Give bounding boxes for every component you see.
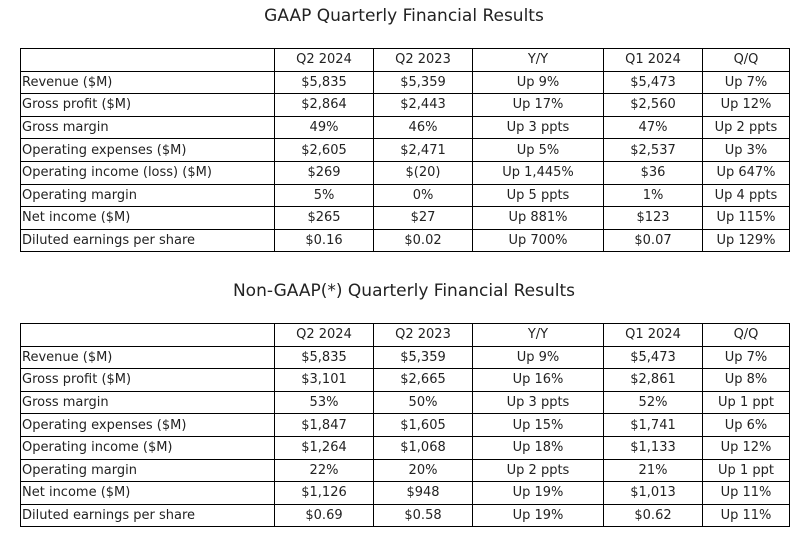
value-cell: $0.02 bbox=[374, 229, 473, 252]
column-header: Q2 2024 bbox=[275, 324, 374, 347]
row-label: Gross margin bbox=[21, 391, 275, 414]
value-cell: Up 16% bbox=[473, 369, 604, 392]
value-cell: Up 647% bbox=[703, 161, 790, 184]
value-cell: Up 18% bbox=[473, 436, 604, 459]
table-row bbox=[21, 116, 790, 139]
column-header: Q/Q bbox=[703, 49, 790, 72]
row-label: Gross profit ($M) bbox=[21, 94, 275, 117]
row-label: Diluted earnings per share bbox=[21, 504, 275, 527]
nongaap-results-table bbox=[20, 323, 790, 527]
table-row bbox=[21, 184, 790, 207]
value-cell: Up 8% bbox=[703, 369, 790, 392]
row-label: Operating income ($M) bbox=[21, 436, 275, 459]
value-cell: Up 1 ppt bbox=[703, 459, 790, 482]
value-cell: 22% bbox=[275, 459, 374, 482]
table-row bbox=[21, 391, 790, 414]
value-cell: $1,605 bbox=[374, 414, 473, 437]
value-cell: $1,133 bbox=[604, 436, 703, 459]
value-cell: $5,473 bbox=[604, 346, 703, 369]
value-cell: Up 129% bbox=[703, 229, 790, 252]
table-row bbox=[21, 229, 790, 252]
row-label: Operating margin bbox=[21, 459, 275, 482]
value-cell: $0.69 bbox=[275, 504, 374, 527]
value-cell: Up 1,445% bbox=[473, 161, 604, 184]
table-row bbox=[21, 161, 790, 184]
value-cell: 49% bbox=[275, 116, 374, 139]
row-label: Diluted earnings per share bbox=[21, 229, 275, 252]
table-row bbox=[21, 71, 790, 94]
value-cell: Up 1 ppt bbox=[703, 391, 790, 414]
value-cell: Up 17% bbox=[473, 94, 604, 117]
nongaap-table-title: Non-GAAP(*) Quarterly Financial Results bbox=[232, 281, 576, 301]
value-cell: Up 3 ppts bbox=[473, 116, 604, 139]
header-row bbox=[21, 324, 790, 347]
header-row bbox=[21, 49, 790, 72]
value-cell: $36 bbox=[604, 161, 703, 184]
column-header: Y/Y bbox=[473, 49, 604, 72]
value-cell: 0% bbox=[374, 184, 473, 207]
value-cell: $1,068 bbox=[374, 436, 473, 459]
value-cell: Up 881% bbox=[473, 207, 604, 230]
value-cell: $5,359 bbox=[374, 346, 473, 369]
column-header: Q2 2024 bbox=[275, 49, 374, 72]
gaap-table-title: GAAP Quarterly Financial Results bbox=[264, 6, 544, 26]
value-cell: Up 6% bbox=[703, 414, 790, 437]
value-cell: $1,741 bbox=[604, 414, 703, 437]
row-label: Operating expenses ($M) bbox=[21, 139, 275, 162]
column-header: Y/Y bbox=[473, 324, 604, 347]
value-cell: 46% bbox=[374, 116, 473, 139]
value-cell: $0.16 bbox=[275, 229, 374, 252]
table-row bbox=[21, 369, 790, 392]
value-cell: $5,473 bbox=[604, 71, 703, 94]
table-row bbox=[21, 482, 790, 505]
value-cell: $1,013 bbox=[604, 482, 703, 505]
value-cell: Up 19% bbox=[473, 482, 604, 505]
row-label: Operating margin bbox=[21, 184, 275, 207]
value-cell: Up 19% bbox=[473, 504, 604, 527]
value-cell: $27 bbox=[374, 207, 473, 230]
value-cell: Up 12% bbox=[703, 94, 790, 117]
row-label: Net income ($M) bbox=[21, 207, 275, 230]
value-cell: 53% bbox=[275, 391, 374, 414]
column-header: Q1 2024 bbox=[604, 324, 703, 347]
value-cell: Up 11% bbox=[703, 482, 790, 505]
value-cell: $0.62 bbox=[604, 504, 703, 527]
value-cell: $3,101 bbox=[275, 369, 374, 392]
value-cell: $948 bbox=[374, 482, 473, 505]
value-cell: $2,665 bbox=[374, 369, 473, 392]
value-cell: Up 4 ppts bbox=[703, 184, 790, 207]
value-cell: $2,861 bbox=[604, 369, 703, 392]
value-cell: Up 7% bbox=[703, 71, 790, 94]
value-cell: Up 12% bbox=[703, 436, 790, 459]
value-cell: Up 2 ppts bbox=[473, 459, 604, 482]
value-cell: $265 bbox=[275, 207, 374, 230]
gaap-results-table bbox=[20, 48, 790, 252]
value-cell: $2,537 bbox=[604, 139, 703, 162]
value-cell: Up 3% bbox=[703, 139, 790, 162]
row-label: Revenue ($M) bbox=[21, 71, 275, 94]
table-row bbox=[21, 436, 790, 459]
value-cell: $(20) bbox=[374, 161, 473, 184]
value-cell: $2,605 bbox=[275, 139, 374, 162]
value-cell: $1,126 bbox=[275, 482, 374, 505]
header-cell-empty bbox=[21, 324, 275, 347]
value-cell: $0.07 bbox=[604, 229, 703, 252]
value-cell: $2,443 bbox=[374, 94, 473, 117]
row-label: Operating income (loss) ($M) bbox=[21, 161, 275, 184]
value-cell: 47% bbox=[604, 116, 703, 139]
header-cell-empty bbox=[21, 49, 275, 72]
value-cell: Up 11% bbox=[703, 504, 790, 527]
value-cell: $2,471 bbox=[374, 139, 473, 162]
value-cell: Up 5 ppts bbox=[473, 184, 604, 207]
table-row bbox=[21, 504, 790, 527]
value-cell: $2,560 bbox=[604, 94, 703, 117]
table-row bbox=[21, 459, 790, 482]
value-cell: $1,264 bbox=[275, 436, 374, 459]
value-cell: 5% bbox=[275, 184, 374, 207]
table-row bbox=[21, 139, 790, 162]
value-cell: 1% bbox=[604, 184, 703, 207]
row-label: Net income ($M) bbox=[21, 482, 275, 505]
value-cell: $5,835 bbox=[275, 71, 374, 94]
value-cell: Up 115% bbox=[703, 207, 790, 230]
value-cell: Up 9% bbox=[473, 71, 604, 94]
value-cell: $123 bbox=[604, 207, 703, 230]
value-cell: Up 9% bbox=[473, 346, 604, 369]
value-cell: Up 3 ppts bbox=[473, 391, 604, 414]
value-cell: $0.58 bbox=[374, 504, 473, 527]
value-cell: Up 2 ppts bbox=[703, 116, 790, 139]
table-row bbox=[21, 414, 790, 437]
row-label: Gross margin bbox=[21, 116, 275, 139]
value-cell: 52% bbox=[604, 391, 703, 414]
value-cell: Up 15% bbox=[473, 414, 604, 437]
value-cell: $269 bbox=[275, 161, 374, 184]
table-row bbox=[21, 207, 790, 230]
column-header: Q1 2024 bbox=[604, 49, 703, 72]
value-cell: Up 700% bbox=[473, 229, 604, 252]
value-cell: 21% bbox=[604, 459, 703, 482]
value-cell: $5,835 bbox=[275, 346, 374, 369]
value-cell: $5,359 bbox=[374, 71, 473, 94]
value-cell: $2,864 bbox=[275, 94, 374, 117]
value-cell: Up 5% bbox=[473, 139, 604, 162]
row-label: Gross profit ($M) bbox=[21, 369, 275, 392]
row-label: Revenue ($M) bbox=[21, 346, 275, 369]
table-row bbox=[21, 346, 790, 369]
value-cell: 50% bbox=[374, 391, 473, 414]
value-cell: $1,847 bbox=[275, 414, 374, 437]
value-cell: Up 7% bbox=[703, 346, 790, 369]
column-header: Q2 2023 bbox=[374, 324, 473, 347]
column-header: Q2 2023 bbox=[374, 49, 473, 72]
table-row bbox=[21, 94, 790, 117]
value-cell: 20% bbox=[374, 459, 473, 482]
column-header: Q/Q bbox=[703, 324, 790, 347]
row-label: Operating expenses ($M) bbox=[21, 414, 275, 437]
